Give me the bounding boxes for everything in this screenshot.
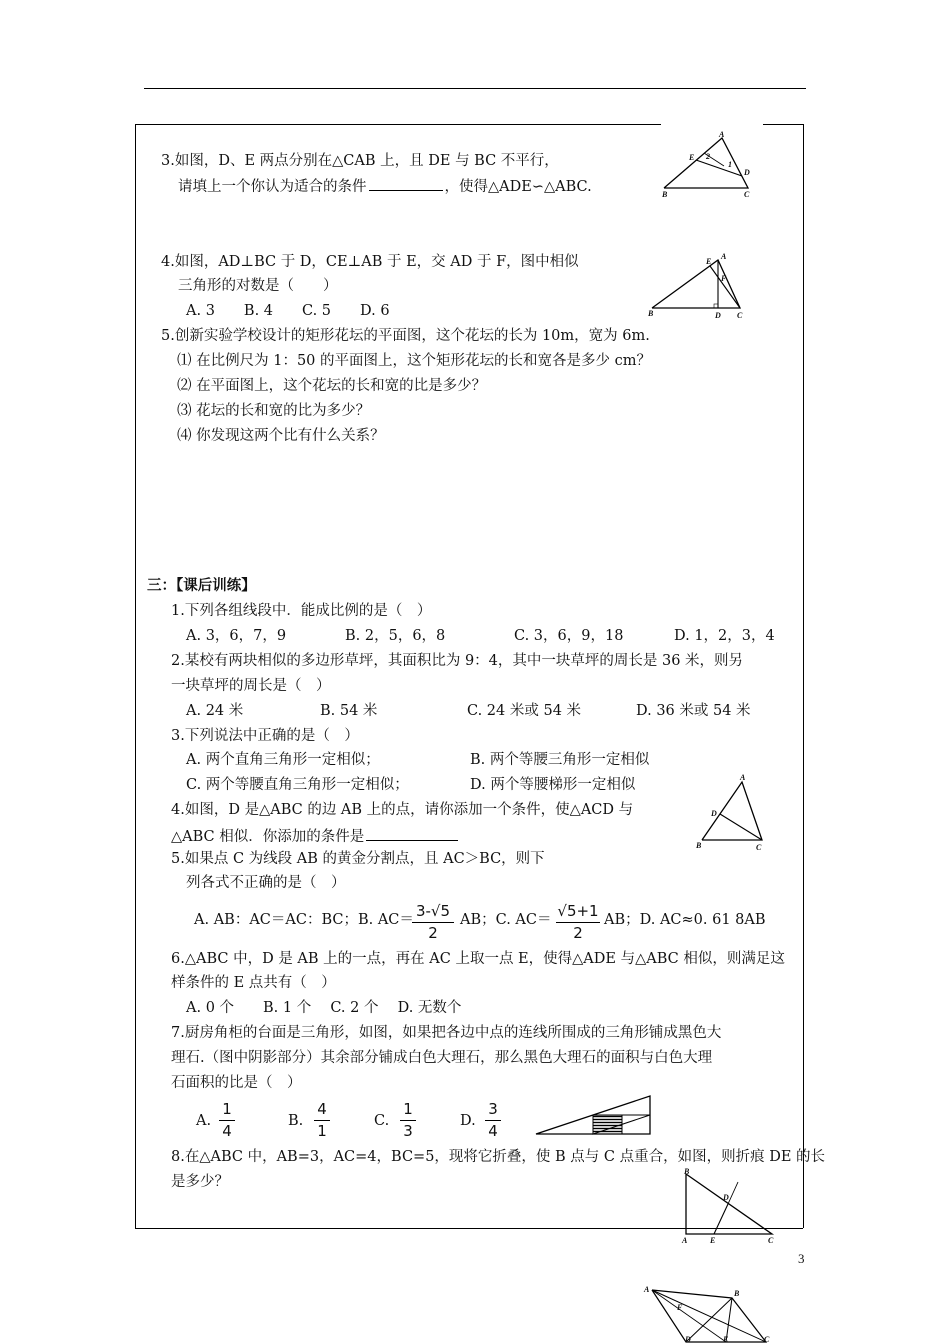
h5-option-a-b: A. AB：AC＝AC：BC；B. AC＝ xyxy=(194,912,414,928)
figure-counter-triangle xyxy=(534,1094,654,1138)
h7-line2: 理石.（图中阴影部分）其余部分铺成白色大理石，那么黑色大理石的面积与白色大理 xyxy=(171,1050,713,1066)
h5-fraction-1 xyxy=(412,902,454,943)
fig1-label: C xyxy=(744,190,750,199)
fig5-label: B xyxy=(734,1289,740,1298)
fig2-label: C xyxy=(737,311,743,320)
header-rule xyxy=(144,88,806,89)
q5-sub4: ⑷ 你发现这两个比有什么关系？ xyxy=(177,428,385,444)
box-right-border xyxy=(803,124,804,1228)
h7-c-denominator: 3 xyxy=(403,1121,413,1140)
fig4-label: A xyxy=(682,1236,688,1245)
fig4-label: D xyxy=(723,1193,729,1202)
h6-options: A. 0 个 B. 1 个 C. 2 个 D. 无数个 xyxy=(186,1000,462,1016)
section-heading: 三：【课后训练】 xyxy=(147,578,256,594)
fig2-label: D xyxy=(715,311,721,320)
h7-option-c-fraction xyxy=(400,1100,416,1141)
fig1-label: E xyxy=(689,153,695,162)
h7-option-a-label: A. xyxy=(196,1113,212,1129)
h2-option-b: B. 54 米 xyxy=(320,703,378,719)
h5-fraction-2-denominator: 2 xyxy=(573,923,583,942)
h3-question: 3.下列说法中正确的是（ ） xyxy=(171,728,359,744)
h2-line2: 一块草坪的周长是（ ） xyxy=(171,678,331,694)
q5-line1: 5.创新实验学校设计的矩形花坛的平面图，这个花坛的长为 10m，宽为 6m. xyxy=(161,328,650,344)
h5-fraction-2 xyxy=(556,902,600,943)
fig5-label: A xyxy=(644,1285,650,1294)
q3-suffix: ，使得△ADE∽△ABC. xyxy=(444,179,592,195)
h2-line1: 2.某校有两块相似的多边形草坪，其面积比为 9：4，其中一块草坪的周长是 36 米，则另 xyxy=(171,653,744,669)
h5-option-b-c: AB；C. AC＝ xyxy=(460,912,552,928)
h4-line2 xyxy=(171,828,458,845)
h7-a-denominator: 4 xyxy=(222,1121,232,1140)
fig1-label: 1 xyxy=(728,160,732,169)
h1-option-c: C. 3，6，9，18 xyxy=(514,628,624,644)
fig1-label: B xyxy=(662,190,668,199)
fig4-label: E xyxy=(710,1236,716,1245)
h3-option-b: B. 两个等腰三角形一定相似 xyxy=(470,752,650,768)
q4-options: A. 3 B. 4 C. 5 D. 6 xyxy=(186,303,390,319)
fig4-label: B xyxy=(684,1168,690,1176)
h7-option-d-label: D. xyxy=(460,1113,476,1129)
h7-line1: 7.厨房角柜的台面是三角形，如图，如果把各边中点的连线所围成的三角形铺成黑色大 xyxy=(171,1025,722,1041)
h7-line3: 石面积的比是（ ） xyxy=(171,1075,302,1091)
h7-option-b-fraction xyxy=(314,1100,330,1141)
fig1-label: A xyxy=(719,130,725,139)
fig2-label: F xyxy=(721,274,727,283)
h2-option-a: A. 24 米 xyxy=(186,703,244,719)
box-left-border xyxy=(135,124,136,1228)
h5-option-c-d: AB；D. AC≈0. 61 8AB xyxy=(604,912,766,928)
h8-line2: 是多少？ xyxy=(171,1174,229,1190)
q3-blank[interactable] xyxy=(369,178,443,191)
fig5-label: C xyxy=(764,1335,770,1344)
h7-option-c-label: C. xyxy=(374,1113,390,1129)
h1-option-d: D. 1，2，3，4 xyxy=(674,628,775,644)
h1-option-a: A. 3，6，7，9 xyxy=(186,628,287,644)
h3-option-d: D. 两个等腰梯形一定相似 xyxy=(470,777,636,793)
figure-fold-triangle xyxy=(676,1168,782,1246)
h5-fraction-1-denominator: 2 xyxy=(428,923,438,942)
fig4-label: C xyxy=(768,1236,774,1245)
h8-line1: 8.在△ABC 中，AB=3，AC=4，BC=5，现将它折叠，使 B 点与 C 点重合，如图，则折痕 DE 的长 xyxy=(171,1149,826,1165)
h7-d-denominator: 4 xyxy=(488,1121,498,1140)
h6-line1: 6.△ABC 中，D 是 AB 上的一点，再在 AC 上取一点 E，使得△ADE 与△ABC 相似，则满足这 xyxy=(171,951,785,967)
h1-option-b: B. 2，5，6，8 xyxy=(345,628,446,644)
fig3-label: C xyxy=(756,843,762,852)
fig5-label: E xyxy=(723,1335,729,1344)
h7-option-b-label: B. xyxy=(288,1113,304,1129)
h7-option-d-fraction xyxy=(485,1100,501,1141)
h5-line1: 5.如果点 C 为线段 AB 的黄金分割点，且 AC＞BC，则下 xyxy=(171,851,545,867)
h2-option-c: C. 24 米或 54 米 xyxy=(467,703,582,719)
figure-triangle-altitudes xyxy=(644,250,750,320)
h4-answer-blank[interactable] xyxy=(366,828,458,841)
q5-sub1: ⑴ 在比例尺为 1：50 的平面图上，这个矩形花坛的长和宽各是多少 cm？ xyxy=(177,353,651,369)
h1-question: 1.下列各组线段中．能成比例的是（ ） xyxy=(171,603,432,619)
q4-line1: 4.如图，AD⊥BC 于 D，CE⊥AB 于 E，交 AD 于 F，图中相似 xyxy=(161,254,579,270)
fig1-label: D xyxy=(744,168,750,177)
h7-d-numerator: 3 xyxy=(488,1100,498,1118)
h5-fraction-2-numerator: √5+1 xyxy=(557,902,599,920)
h3-option-a: A. 两个直角三角形一定相似； xyxy=(186,752,380,768)
fig5-label: D xyxy=(685,1335,691,1344)
h5-line2: 列各式不正确的是（ ） xyxy=(186,875,346,891)
h4-line1: 4.如图，D 是△ABC 的边 AB 上的点，请你添加一个条件，使△ACD 与 xyxy=(171,802,634,818)
q5-sub2: ⑵ 在平面图上，这个花坛的长和宽的比是多少？ xyxy=(177,378,487,394)
h7-c-numerator: 1 xyxy=(403,1100,413,1118)
fig3-label: D xyxy=(711,809,717,818)
q5-sub3: ⑶ 花坛的长和宽的比为多少？ xyxy=(177,403,371,419)
h3-option-c: C. 两个等腰直角三角形一定相似； xyxy=(186,777,409,793)
fig3-label: A xyxy=(740,773,746,782)
fig2-label: B xyxy=(648,309,654,318)
fig3-label: B xyxy=(696,841,702,850)
fig2-label: E xyxy=(706,257,712,266)
q3-line1: 3.如图，D、E 两点分别在△CAB 上，且 DE 与 BC 不平行， xyxy=(161,153,559,169)
h2-option-d: D. 36 米或 54 米 xyxy=(636,703,751,719)
fig5-label: F xyxy=(677,1303,683,1312)
h6-line2: 样条件的 E 点共有（ ） xyxy=(171,975,336,991)
h4-prompt: △ABC 相似．你添加的条件是 xyxy=(171,829,365,845)
figure-triangle-acd xyxy=(694,772,768,852)
fig1-label: 2 xyxy=(706,152,710,161)
box-top-border-left xyxy=(135,124,661,125)
h7-b-denominator: 1 xyxy=(317,1121,327,1140)
q3-line2 xyxy=(178,178,592,195)
h7-b-numerator: 4 xyxy=(317,1100,327,1118)
figure-parallelogram xyxy=(640,1278,780,1344)
q4-line2: 三角形的对数是（ ） xyxy=(178,278,338,294)
page-number: 3 xyxy=(798,1251,805,1266)
q3-prompt: 请填上一个你认为适合的条件 xyxy=(178,179,367,195)
box-top-border-right xyxy=(763,124,803,125)
fig2-label: A xyxy=(721,252,727,261)
h7-option-a-fraction xyxy=(219,1100,235,1141)
h5-fraction-1-numerator: 3-√5 xyxy=(415,902,451,920)
h7-a-numerator: 1 xyxy=(222,1100,232,1118)
figure-triangle-ade-abc xyxy=(656,130,756,202)
